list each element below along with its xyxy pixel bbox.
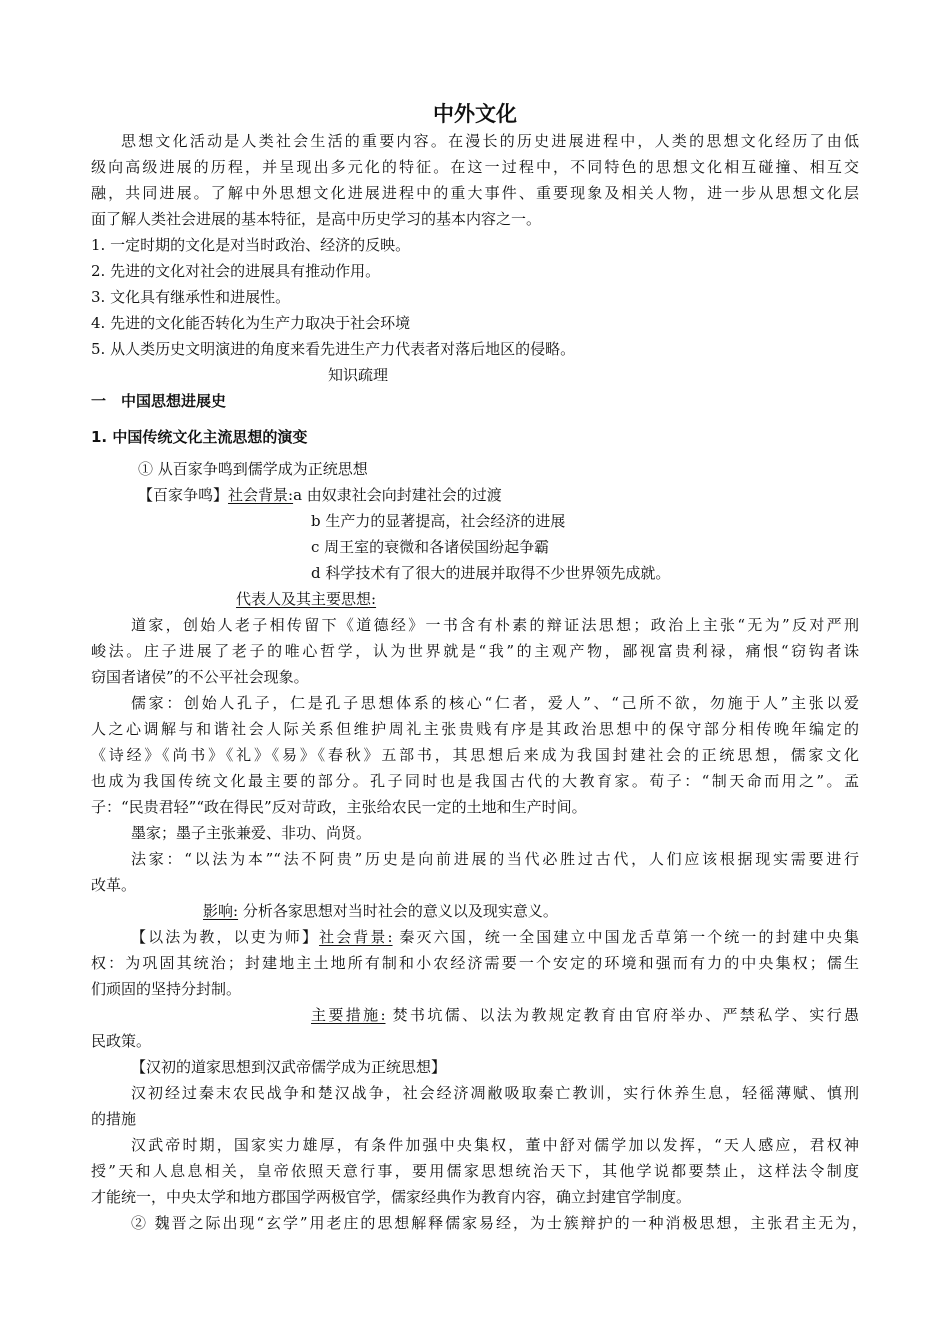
- daoist-line: 道家，创始人老子相传留下《道德经》一书含有朴素的辩证法思想；政治上主张“无为”反对严刑: [131, 616, 859, 634]
- influence-line: [203, 901, 558, 921]
- item-heading: ① 从百家争鸣到儒学成为正统思想: [138, 460, 368, 478]
- qin-line: 权：为巩固其统治；封建地主土地所有制和小农经济需要一个安定的环境和强而有力的中央集权；儒生: [91, 954, 859, 972]
- influence-text: 分析各家思想对当时社会的意义以及现实意义。: [238, 902, 558, 920]
- legalist-line: 改革。: [91, 876, 137, 894]
- qin-line: [131, 927, 859, 947]
- han-wu-line: 授”天和人息息相关，皇帝依照天意行事，要用儒家思想统治天下，其他学说都要禁止，这样法令制度: [91, 1162, 859, 1180]
- background-d: d 科学技术有了很大的进展并取得不少世界领先成就。: [311, 564, 671, 582]
- han-tag: 【汉初的道家思想到汉武帝儒学成为正统思想】: [131, 1058, 447, 1076]
- point-item: 1. 一定时期的文化是对当时政治、经济的反映。: [91, 236, 411, 254]
- qin-line: 们顽固的坚持分封制。: [91, 980, 242, 998]
- point-item: 3. 文化具有继承性和进展性。: [91, 288, 291, 306]
- daoist-line: 峻法。庄子进展了老子的唯心哲学，认为世界就是“我”的主观产物，鄙视富贵利禄，痛恨“窃钩者诛: [91, 642, 859, 660]
- baijia-line: [138, 485, 502, 505]
- han-early-line: 汉初经过秦末农民战争和楚汉战争，社会经济凋敝吸取秦亡教训，实行休养生息，轻徭薄赋、慎刑: [131, 1084, 859, 1102]
- mohist-line: 墨家；墨子主张兼爱、非功、尚贤。: [131, 824, 372, 842]
- intro-line: 思想文化活动是人类社会生活的重要内容。在漫长的历史进展进程中，人类的思想文化经历了由低: [121, 132, 859, 150]
- daoist-line: 窃国者诸侯”的不公平社会现象。: [91, 668, 309, 686]
- han-wu-line: 才能统一，中央太学和地方郡国学两极官学，儒家经典作为教育内容，确立封建官学制度。: [91, 1188, 692, 1206]
- confucian-line: 儒家：创始人孔子，仁是孔子思想体系的核心“仁者，爱人”、“己所不欲，勿施于人”主张以爱: [131, 694, 859, 712]
- measures-text: 焚书坑儒、以法为教规定教育由官府举办、严禁私学、实行愚: [385, 1006, 859, 1024]
- measures-line: 民政策。: [91, 1032, 152, 1050]
- background-a: a 由奴隶社会向封建社会的过渡: [293, 486, 502, 504]
- subsection-heading: 1. 中国传统文化主流思想的演变: [91, 428, 308, 446]
- qin-background-text: 秦灭六国，统一全国建立中国龙舌草第一个统一的封建中央集: [392, 928, 859, 946]
- intro-line: 级向高级进展的历程，并呈现出多元化的特征。在这一过程中，不同特色的思想文化相互碰撞、相互交: [91, 158, 859, 176]
- confucian-line: 子：“民贵君轻”“政在得民”反对苛政，主张给农民一定的土地和生产时间。: [91, 798, 587, 816]
- confucian-line: 也成为我国传统文化最主要的部分。孔子同时也是我国古代的大教育家。荀子：“制天命而用之”。孟: [91, 772, 859, 790]
- confucian-line: 人之心调解与和谐社会人际关系但维护周礼主张贵贱有序是其政治思想中的保守部分相传晚年编定的: [91, 720, 859, 738]
- background-c: c 周王室的衰微和各诸侯国纷起争霸: [311, 538, 550, 556]
- confucian-line: 《诗经》《尚书》《礼》《易》《春秋》五部书，其思想后来成为我国封建社会的正统思想，儒家文化: [91, 746, 859, 764]
- intro-line: 融，共同进展。了解中外思想文化进展进程中的重大事件、重要现象及相关人物，进一步从思想文化层: [91, 184, 859, 202]
- document-title: 中外文化: [433, 102, 517, 126]
- legalist-line: 法家：“以法为本”“法不阿贵”历史是向前进展的当代必胜过古代，人们应该根据现实需要进行: [131, 850, 859, 868]
- han-wu-line: 汉武帝时期，国家实力雄厚，有条件加强中央集权，董中舒对儒学加以发挥，“天人感应，君权神: [131, 1136, 859, 1154]
- point-item: 5. 从人类历史文明演进的角度来看先进生产力代表者对落后地区的侵略。: [91, 340, 576, 358]
- background-b: b 生产力的显著提高，社会经济的进展: [311, 512, 566, 530]
- knowledge-heading: 知识疏理: [328, 366, 389, 384]
- point-item: 4. 先进的文化能否转化为生产力取决于社会环境: [91, 314, 411, 332]
- han-early-line: 的措施: [91, 1110, 137, 1128]
- item-heading: ② 魏晋之际出现“玄学”用老庄的思想解释儒家易经，为士簇辩护的一种消极思想，主张君主无为，: [131, 1214, 867, 1232]
- intro-line: 面了解人类社会进展的基本特征，是高中历史学习的基本内容之一。: [91, 210, 542, 228]
- qin-tag: 【以法为教，以吏为师】: [131, 928, 320, 946]
- measures-label: 主要措施:: [311, 1006, 386, 1024]
- section-heading: 一 中国思想进展史: [91, 392, 227, 410]
- qin-background-label: 社会背景:: [319, 928, 393, 946]
- baijia-tag: 【百家争鸣】: [138, 486, 229, 504]
- representatives-label: 代表人及其主要思想:: [236, 590, 377, 608]
- measures-line: [311, 1005, 859, 1025]
- background-label: 社会背景:: [228, 486, 294, 504]
- influence-label: 影响:: [203, 902, 239, 920]
- point-item: 2. 先进的文化对社会的进展具有推动作用。: [91, 262, 381, 280]
